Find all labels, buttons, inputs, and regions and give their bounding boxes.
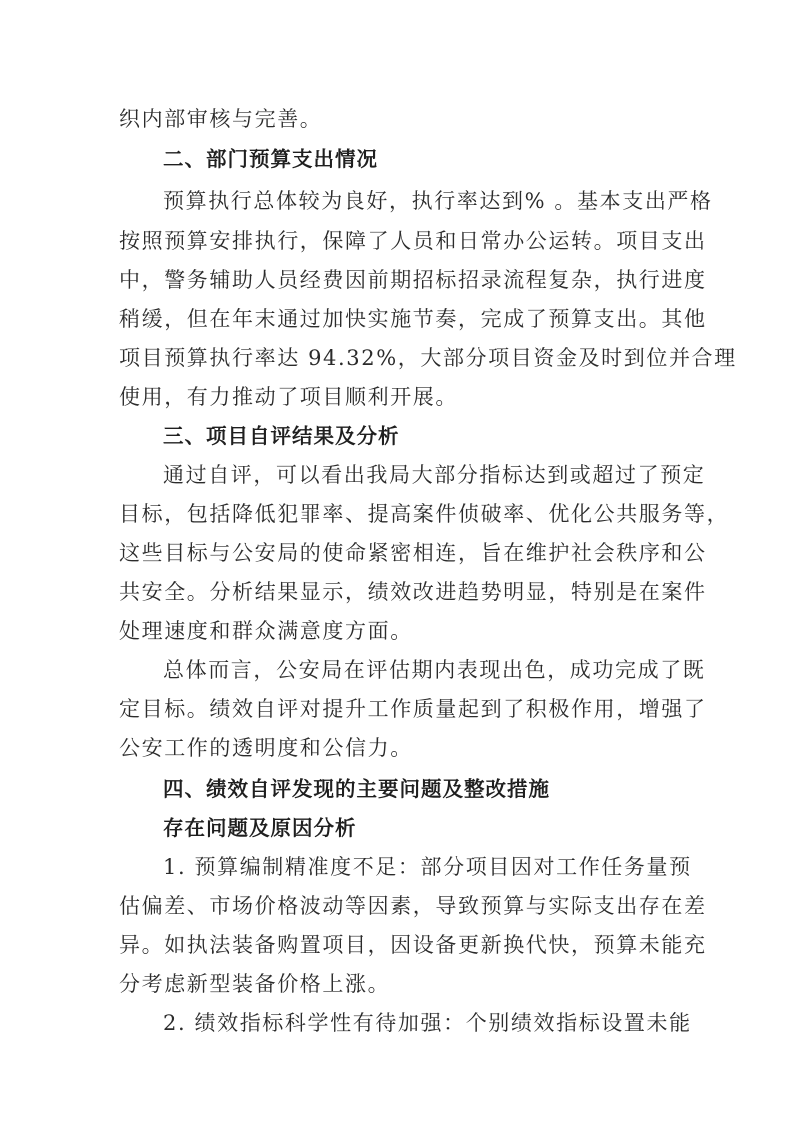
section-heading-4: 四、绩效自评发现的主要问题及整改措施	[163, 777, 550, 801]
list-item-line: 1. 预算编制精准度不足：部分项目因对工作任务量预	[163, 855, 692, 879]
paragraph-line: 处理速度和群众满意度方面。	[119, 619, 413, 643]
list-item-line: 2. 绩效指标科学性有待加强：个别绩效指标设置未能	[163, 1011, 692, 1035]
subsection-heading: 存在问题及原因分析	[163, 816, 357, 840]
paragraph-line: 目标，包括降低犯罪率、提高案件侦破率、优化公共服务等，	[119, 502, 730, 526]
paragraph-line: 总体而言，公安局在评估期内表现出色，成功完成了既	[163, 658, 706, 682]
list-item-line: 估偏差、市场价格波动等因素，导致预算与实际支出存在差	[119, 894, 707, 918]
paragraph-line: 共安全。分析结果显示，绩效改进趋势明显，特别是在案件	[119, 580, 707, 604]
paragraph-line: 按照预算安排执行，保障了人员和日常办公运转。项目支出	[119, 229, 707, 253]
paragraph-line: 通过自评，可以看出我局大部分指标达到或超过了预定	[163, 463, 706, 487]
section-heading-3: 三、项目自评结果及分析	[163, 424, 400, 448]
paragraph-line: 预算执行总体较为良好，执行率达到% 。基本支出严格	[163, 189, 713, 213]
paragraph-line: 定目标。绩效自评对提升工作质量起到了积极作用，增强了	[119, 697, 707, 721]
paragraph-line: 稍缓，但在年末通过加快实施节奏，完成了预算支出。其他	[119, 307, 707, 331]
paragraph-line: 中，警务辅助人员经费因前期招标招录流程复杂，执行进度	[119, 268, 707, 292]
list-item-line: 分考虑新型装备价格上涨。	[119, 972, 391, 996]
paragraph-line: 项目预算执行率达 94.32%，大部分项目资金及时到位并合理	[119, 346, 737, 370]
paragraph-line: 这些目标与公安局的使命紧密相连，旨在维护社会秩序和公	[119, 541, 707, 565]
paragraph-line: 织内部审核与完善。	[119, 107, 323, 131]
paragraph-line: 公安工作的透明度和公信力。	[119, 736, 413, 760]
list-item-line: 异。如执法装备购置项目，因设备更新换代快，预算未能充	[119, 933, 707, 957]
section-heading-2: 二、部门预算支出情况	[163, 147, 378, 171]
paragraph-line: 使用，有力推动了项目顺利开展。	[119, 385, 458, 409]
